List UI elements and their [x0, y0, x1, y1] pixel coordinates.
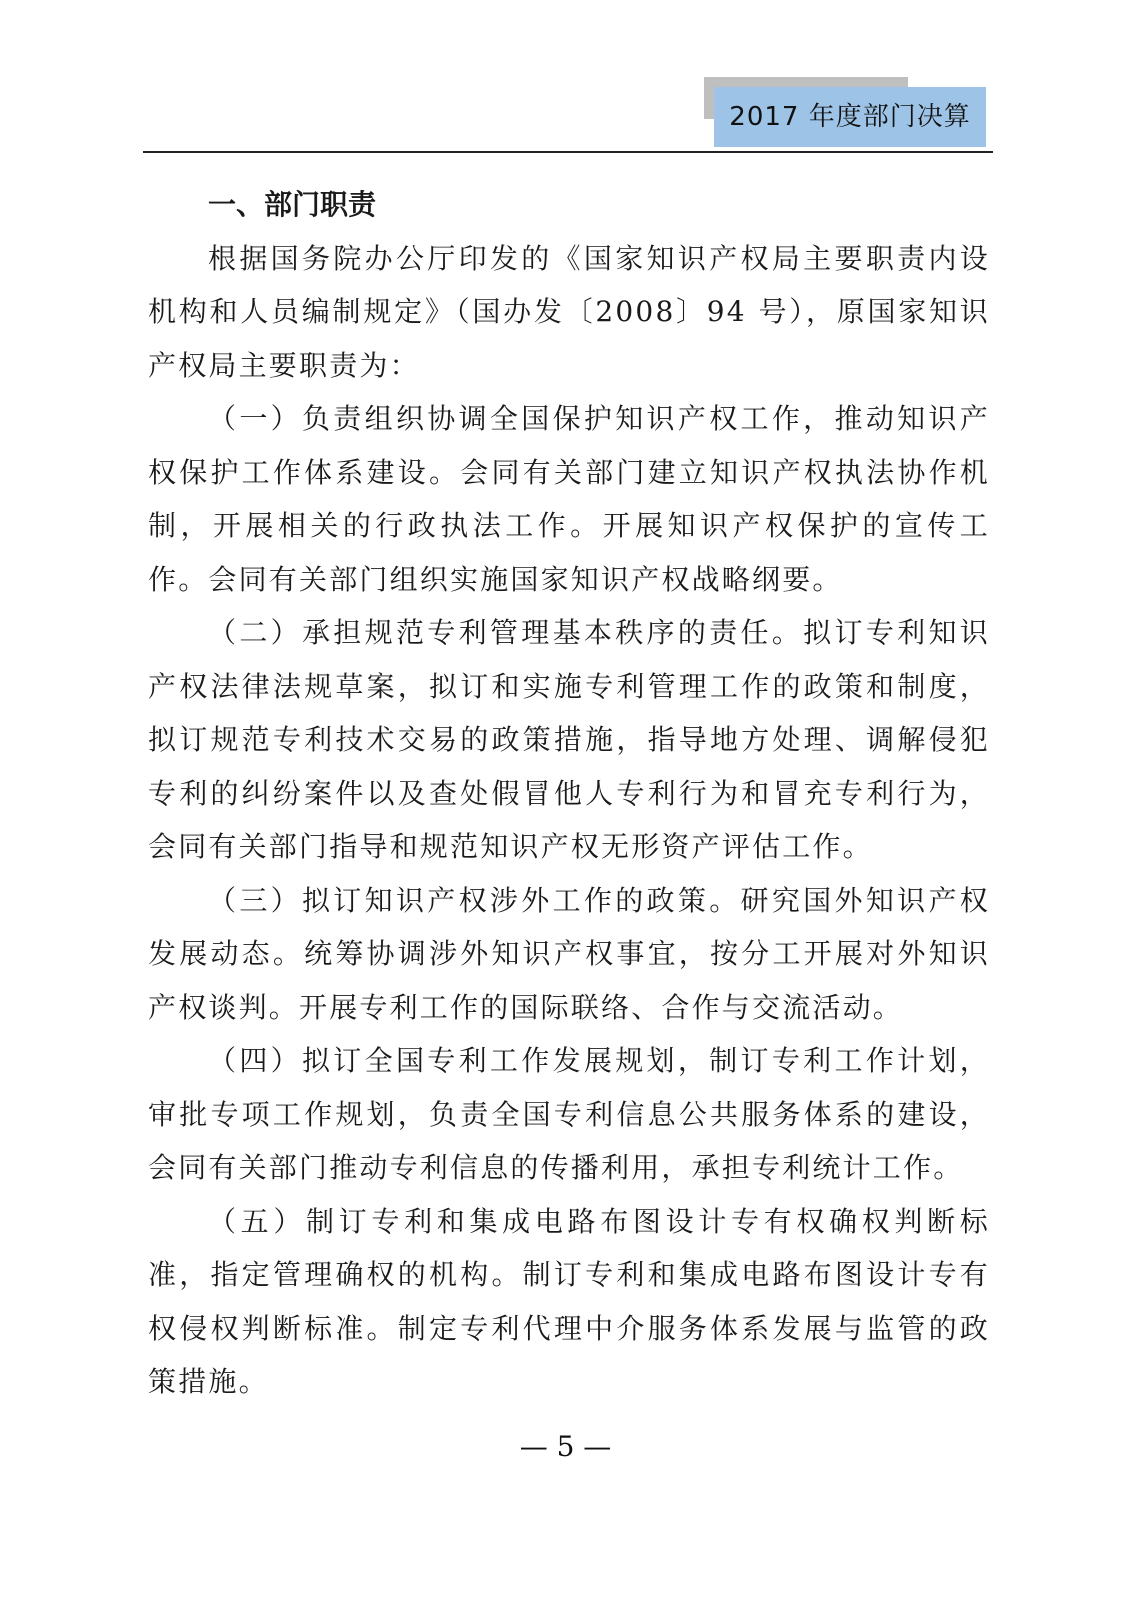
section-heading: 一、部门职责: [208, 188, 377, 221]
document-header-tag: 2017 年度部门决算: [714, 87, 986, 147]
header-divider: [143, 151, 993, 153]
document-body: [148, 178, 990, 1409]
duty-paragraph-1: （一）负责组织协调全国保护知识产权工作，推动知识产权保护工作体系建设。会同有关部门建立知识产权执法协作机制，开展相关的行政执法工作。开展知识产权保护的宣传工作。会同有关部门组织实施国家知识产权战略纲要。: [148, 402, 990, 596]
duty-paragraph-3: （三）拟订知识产权涉外工作的政策。研究国外知识产权发展动态。统筹协调涉外知识产权事宜，按分工开展对外知识产权谈判。开展专利工作的国际联络、合作与交流活动。: [148, 883, 990, 1024]
duty-paragraph-2: （二）承担规范专利管理基本秩序的责任。拟订专利知识产权法律法规草案，拟订和实施专利管理工作的政策和制度，拟订规范专利技术交易的政策措施，指导地方处理、调解侵犯专利的纠纷案件以及查处假冒他人专利行为和冒充专利行为，会同有关部门指导和规范知识产权无形资产评估工作。: [148, 616, 990, 863]
page-number: — 5 —: [519, 1430, 612, 1463]
duty-paragraph-4: （四）拟订全国专利工作发展规划，制订专利工作计划，审批专项工作规划，负责全国专利信息公共服务体系的建设，会同有关部门推动专利信息的传播利用，承担专利统计工作。: [148, 1044, 990, 1184]
duty-paragraph-5: （五）制订专利和集成电路布图设计专有权确权判断标准，指定管理确权的机构。制订专利和集成电路布图设计专有权侵权判断标准。制定专利代理中介服务体系发展与监管的政策措施。: [148, 1204, 990, 1398]
intro-paragraph: 根据国务院办公厅印发的《国家知识产权局主要职责内设机构和人员编制规定》（国办发〔2008〕94 号），原国家知识产权局主要职责为：: [148, 241, 990, 382]
